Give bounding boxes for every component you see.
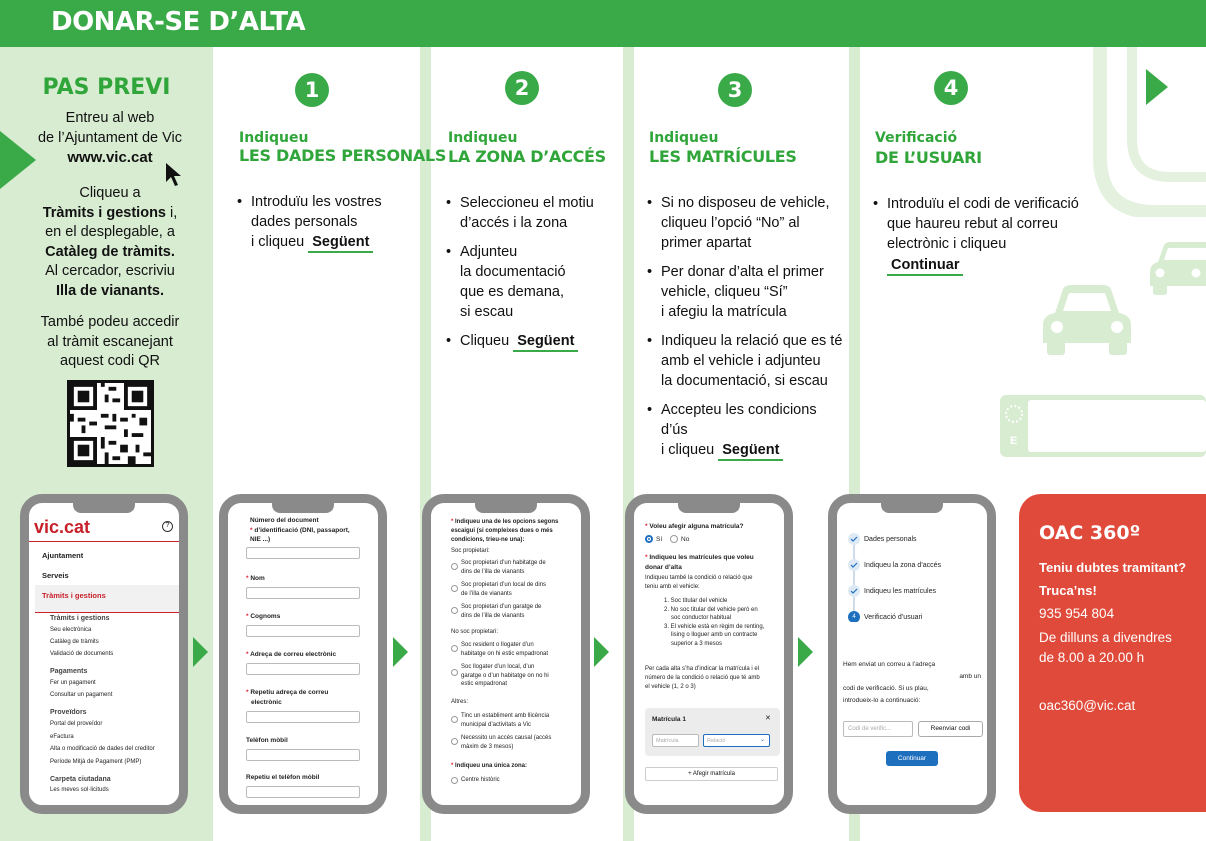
field-label: Telèfon mòbil [246, 737, 288, 744]
next-button-label: Següent [718, 442, 783, 461]
option-label [461, 559, 546, 576]
radio-option[interactable] [451, 669, 458, 676]
submenu-item[interactable]: Seu electrònica [50, 627, 92, 633]
instruction-item [446, 331, 621, 351]
question-line: Indiqueu les matrícules que voleu [649, 554, 754, 561]
radio-option[interactable] [451, 777, 458, 784]
instruction-item [647, 400, 847, 460]
oac-phone[interactable]: 935 954 804 [1039, 606, 1115, 621]
resend-code-button[interactable]: Reenviar codi [918, 721, 983, 737]
step-title: LES MATRÍCULES [649, 147, 797, 166]
option-line: dins de l’illa de vianants [461, 612, 525, 619]
message-line: Hem enviat un correu a l’adreça [843, 661, 936, 668]
label-text: Nom [250, 575, 265, 582]
option-line: Soc resident o llogater d’un [461, 642, 534, 648]
submenu-title: Carpeta ciutadana [50, 776, 111, 783]
instruction-line: electrònic i cliqueu [887, 236, 1007, 252]
instruction-line: que es demana, [460, 284, 564, 300]
instruction-line: amb el vehicle i adjunteu [661, 353, 821, 369]
instruction-line [251, 232, 417, 252]
previous-step-intro [10, 109, 210, 168]
submenu-item[interactable]: Les meves sol·licituds [50, 787, 109, 793]
eu-stars-icon [1003, 403, 1025, 425]
instruction-line: d’accés i la zona [460, 215, 568, 231]
message-line: introdueix-lo a continuació: [843, 697, 921, 704]
submenu-item[interactable]: eFactura [50, 733, 74, 740]
phone-notch [881, 501, 943, 513]
submenu-title: Pagaments [50, 668, 88, 675]
option-line: Tinc un establiment amb llicència [461, 713, 550, 719]
phone-notch [73, 501, 135, 513]
instruction-item [873, 194, 1083, 275]
message-line: amb un [959, 673, 981, 680]
relation-select[interactable] [703, 734, 770, 747]
continue-button[interactable]: Continuar [886, 751, 938, 766]
label-text: Adreça de correu electrònic [250, 651, 337, 658]
radio-option[interactable] [451, 738, 458, 745]
verification-code-input[interactable] [843, 721, 913, 737]
question-line: Voleu afegir alguna matrícula? [649, 523, 744, 530]
step-number-1: 1 [295, 73, 329, 107]
arrow-next-icon [393, 637, 408, 667]
arrow-next-icon [798, 637, 813, 667]
previous-step-qr-text [10, 313, 210, 372]
instruction-line: que haureu rebut al correu [887, 216, 1058, 232]
progress-step-label: Verificació d’usuari [864, 614, 923, 621]
repeat-email-input[interactable] [246, 711, 360, 723]
field-label: * Cognoms [246, 613, 281, 620]
instruction-line [10, 204, 210, 224]
condition-item: soc conductor habitual [671, 615, 732, 621]
field-label: * Adreça de correu electrònic [246, 651, 337, 658]
plate-input[interactable] [652, 734, 699, 747]
option-line: de l’illa de vianants [461, 590, 512, 597]
header-bar [0, 0, 1206, 47]
page-title: DONAR-SE D’ALTA [51, 7, 306, 37]
question-line: Indiqueu una de les opcions segons [455, 519, 559, 525]
instruction-text: Cliqueu [460, 333, 510, 349]
step-1-instructions [237, 192, 417, 261]
submenu-item[interactable]: Catàleg de tràmits [50, 639, 99, 645]
progress-steps [847, 532, 861, 622]
question-label: * Indiqueu les matrícules que voleu donar d’alta [645, 554, 754, 571]
help-icon[interactable]: ? [162, 521, 173, 532]
step-number-2: 2 [505, 71, 539, 105]
instruction-line: • Introduïu les vostres [251, 194, 382, 210]
question-line: donar d’alta [645, 563, 682, 571]
step-subtitle: Verificació [875, 130, 958, 146]
option-label: Centre històric [461, 777, 500, 783]
label-line: NIE ...) [250, 536, 271, 543]
help-line: teniu amb el vehicle: [645, 584, 700, 590]
instruction-line: • Adjunteu [460, 244, 518, 260]
condition-item: 3. El vehicle està en règim de renting, [664, 623, 765, 630]
submenu-list [50, 718, 185, 768]
plate-card-title: Matrícula 1 [652, 716, 686, 723]
field-label: Repetiu el telèfon mòbil [246, 774, 320, 781]
radio-option[interactable] [451, 585, 458, 592]
website-link[interactable]: www.vic.cat [67, 149, 153, 166]
option-line: Soc propietari d’un local de dins [461, 582, 547, 588]
intro-line: Entreu al web [65, 110, 155, 126]
instruction-line: cliqueu l’opció “No” al [661, 215, 800, 231]
help-text [645, 574, 780, 592]
phone-notch [475, 501, 537, 513]
next-button-label: Següent [308, 234, 373, 253]
oac-title: OAC 360º [1039, 522, 1141, 544]
condition-item: 1. Soc titular del vehicle [664, 598, 728, 604]
plate-card [645, 708, 780, 756]
step-4-instructions [873, 194, 1083, 284]
arrow-next-icon [193, 637, 208, 667]
progress-step-label: Indiqueu la zona d’accés [864, 562, 942, 569]
chevron-down-icon: ⌄ [760, 737, 766, 743]
label-line: d’identificació (DNI, passaport, [254, 526, 350, 534]
oac-contact-card [1019, 494, 1206, 812]
radio-option[interactable] [451, 645, 458, 652]
input-placeholder: Matrícula [656, 738, 679, 744]
progress-step-label: Dades personals [864, 536, 917, 543]
option-line: estic empadronat [461, 681, 508, 687]
step-subtitle: Indiqueu [448, 130, 518, 146]
car-icon [1041, 283, 1133, 357]
step-3-instructions [647, 193, 847, 469]
field-label: * Repetiu adreça de correu electrònic [246, 689, 329, 706]
phone-mockup-access-zone [422, 494, 590, 814]
document-id-input[interactable] [246, 547, 360, 559]
bold-term: Illa de vianants. [56, 282, 164, 299]
instruction-text: i, [166, 204, 178, 221]
instruction-line: • Per donar d’alta el primer [661, 264, 824, 280]
submenu-list [50, 677, 112, 701]
repeat-mobile-input[interactable] [246, 786, 360, 798]
help-line: el vehicle (1, 2 o 3) [645, 684, 696, 690]
option-line: Soc propietari d’un garatge de [461, 604, 542, 610]
surname-input[interactable] [246, 625, 360, 637]
option-label [461, 603, 541, 620]
oac-hours: De dilluns a divendres [1039, 630, 1172, 645]
radio-label: Sí [656, 536, 663, 543]
car-icon [1148, 240, 1206, 296]
instruction-text: i cliqueu [251, 234, 305, 250]
instruction-line [460, 331, 621, 351]
oac-hours: de 8.00 a 20.00 h [1039, 650, 1145, 665]
close-icon[interactable]: ✕ [765, 715, 771, 722]
question-label: * Indiqueu una única zona: [451, 763, 528, 769]
question-line: Indiqueu una única zona: [455, 763, 528, 769]
instruction-text: i cliqueu [661, 442, 715, 458]
field-label: * Nom [246, 575, 265, 582]
help-text [645, 665, 783, 692]
instruction-item [647, 262, 847, 322]
option-line: municipal d’activitats a Vic [461, 721, 531, 728]
oac-question: Truca’ns! [1039, 583, 1097, 598]
option-label [461, 712, 549, 729]
phone-mockup-menu [20, 494, 188, 814]
select-placeholder: Relació [707, 738, 726, 744]
question-label: * Voleu afegir alguna matrícula? [645, 523, 744, 530]
label-text: Cognoms [250, 613, 281, 620]
instruction-item [647, 331, 847, 391]
email-input[interactable] [246, 663, 360, 675]
phone-notch [272, 501, 334, 513]
previous-step-instructions [10, 184, 210, 301]
label-line: Número del document [250, 517, 319, 524]
step-number: 4 [852, 614, 856, 620]
submenu-list [50, 624, 113, 660]
step-2-instructions [446, 193, 621, 360]
previous-step-title: PAS PREVI [42, 75, 171, 100]
instruction-line: • Seleccioneu el motiu [460, 195, 594, 211]
instruction-line [661, 440, 847, 460]
instruction-line: • Indiqueu la relació que es té [661, 333, 843, 349]
option-label [461, 663, 549, 689]
submenu-item[interactable]: Fer un pagament [50, 680, 96, 686]
radio-option[interactable] [451, 716, 458, 723]
add-plate-button[interactable]: + Afegir matrícula [645, 767, 778, 781]
option-line: garatge o d’un habitatge on no hi [461, 672, 549, 679]
menu-item-serveis[interactable]: Serveis [42, 571, 69, 580]
arrow-next-icon [594, 637, 609, 667]
divider [29, 541, 179, 542]
instruction-line: • Si no disposeu de vehicle, [661, 195, 830, 211]
instruction-item [647, 193, 847, 253]
instruction-line: vehicle, cliqueu “Sí” [661, 284, 788, 300]
phone-mockup-verification [828, 494, 996, 814]
qr-line: al tràmit escanejant [47, 333, 173, 350]
option-line: màxim de 3 mesos) [461, 743, 514, 750]
submenu-title: Tràmits i gestions [50, 615, 110, 622]
instruction-line: Cliqueu a [79, 185, 141, 201]
next-button-label: Següent [513, 333, 578, 352]
instruction-line: la documentació, si escau [661, 373, 828, 389]
option-label [461, 641, 548, 658]
conditions-list [664, 597, 784, 648]
instruction-line: en el desplegable, a [45, 224, 175, 240]
instruction-item [446, 193, 621, 233]
submenu-item[interactable]: Portal del proveïdor [50, 721, 103, 727]
instruction-line: la documentació [460, 264, 566, 280]
bold-term: Catàleg de tràmits. [45, 243, 175, 260]
step-title: DE L’USUARI [875, 148, 982, 167]
radio-yes-selected[interactable] [645, 535, 653, 543]
arrow-next-icon [1146, 69, 1168, 105]
submenu-item[interactable]: Consultar un pagament [50, 692, 113, 698]
qr-code-icon[interactable] [67, 380, 154, 467]
option-line: dins de l’illa de vianants [461, 568, 525, 575]
submenu-item[interactable]: Alta o modificació de dades del creditor [50, 746, 155, 752]
step-number-3: 3 [718, 73, 752, 107]
instruction-item [446, 242, 621, 322]
instruction-line: dades personals [251, 214, 358, 230]
option-label [461, 734, 551, 751]
plate-blank-area [1028, 400, 1206, 452]
radio-label: No [681, 536, 690, 543]
instruction-line: primer apartat [661, 235, 752, 251]
condition-item: superior a 3 mesos [671, 640, 723, 647]
menu-item-tramits[interactable]: Tràmits i gestions [42, 591, 106, 600]
option-line: Necessito un accés causal (accés [461, 735, 552, 741]
radio-option[interactable] [451, 607, 458, 614]
message-line: codi de verificació. Si us plau, [843, 685, 929, 692]
field-label: Número del document * d’identificació (DNI, passaport, NIE ...) [250, 516, 370, 545]
option-line: Soc propietari d’un habitatge de [461, 560, 546, 566]
phone-mockup-plates [625, 494, 793, 814]
group-label: Soc propietari: [451, 548, 490, 554]
question-line: condicions, trieu-ne una): [451, 537, 525, 543]
help-line: Indiqueu també la condició o relació que [645, 575, 753, 581]
option-line: Soc llogater d’un local, d’un [461, 664, 535, 670]
oac-email[interactable]: oac360@vic.cat [1039, 698, 1136, 713]
label-line: Repetiu adreça de correu [250, 689, 329, 696]
step-subtitle: Indiqueu [649, 130, 719, 146]
option-line: habitatge on hi estic empadronat [461, 650, 549, 657]
continue-button-label: Continuar [887, 257, 963, 276]
qr-line: aquest codi QR [60, 353, 160, 369]
submenu-item[interactable]: Període Mitjà de Pagament (PMP) [50, 758, 142, 765]
label-line: electrònic [251, 698, 282, 706]
qr-line: També podeu accedir [40, 314, 180, 330]
phone-mockup-personal-data [219, 494, 387, 814]
question-line: escaigui (si compleixes dues o més [451, 528, 553, 534]
radio-option[interactable] [451, 563, 458, 570]
name-input[interactable] [246, 587, 360, 599]
input-placeholder: Codi de verific... [848, 726, 892, 732]
phone-notch [678, 501, 740, 513]
verification-message [843, 659, 983, 707]
condition-item: 2. No soc titular del vehicle però en [664, 606, 758, 613]
decorative-curves [1060, 47, 1206, 217]
question-label: * Indiqueu una de les opcions segons escaigui (si compleixes dues o més condicions, trieu-ne una): [451, 518, 576, 545]
group-label: Altres: [451, 699, 469, 705]
intro-line: de l’Ajuntament de Vic [37, 129, 183, 146]
instruction-line: i afegiu la matrícula [661, 304, 787, 320]
instruction-item [237, 192, 417, 252]
mobile-input[interactable] [246, 749, 360, 761]
step-title: LES DADES PERSONALS [239, 146, 447, 165]
help-line: número de la condició o relació que té amb [645, 675, 760, 681]
instruction-line: si escau [460, 304, 514, 320]
menu-item-ajuntament[interactable]: Ajuntament [42, 551, 84, 560]
option-label [461, 581, 546, 598]
step-subtitle: Indiqueu [239, 130, 309, 146]
submenu-item[interactable]: Validació de documents [50, 651, 114, 657]
step-title: LA ZONA D’ACCÉS [448, 147, 606, 166]
condition-item: lising o lloguer amb un contracte [671, 632, 758, 638]
instruction-line: Al cercador, escriviu [45, 263, 175, 279]
radio-no[interactable] [670, 535, 678, 543]
group-label: No soc propietari: [451, 629, 499, 635]
instruction-line: • Introduïu el codi de verificació [887, 196, 1079, 212]
oac-question: Teniu dubtes tramitant? [1039, 560, 1187, 575]
help-line: Per cada alta s’ha d’indicar la matrícula i el [645, 666, 760, 672]
license-plate-illustration [1000, 395, 1206, 457]
instruction-line: • Accepteu les condicions d’ús [661, 402, 817, 438]
submenu-title: Proveïdors [50, 709, 87, 716]
step-number-4: 4 [934, 71, 968, 105]
country-letter: E [1010, 435, 1018, 447]
vic-logo[interactable]: vic.cat [34, 517, 91, 537]
bold-term: Tràmits i gestions [42, 204, 166, 221]
progress-step-label: Indiqueu les matrícules [864, 588, 936, 595]
